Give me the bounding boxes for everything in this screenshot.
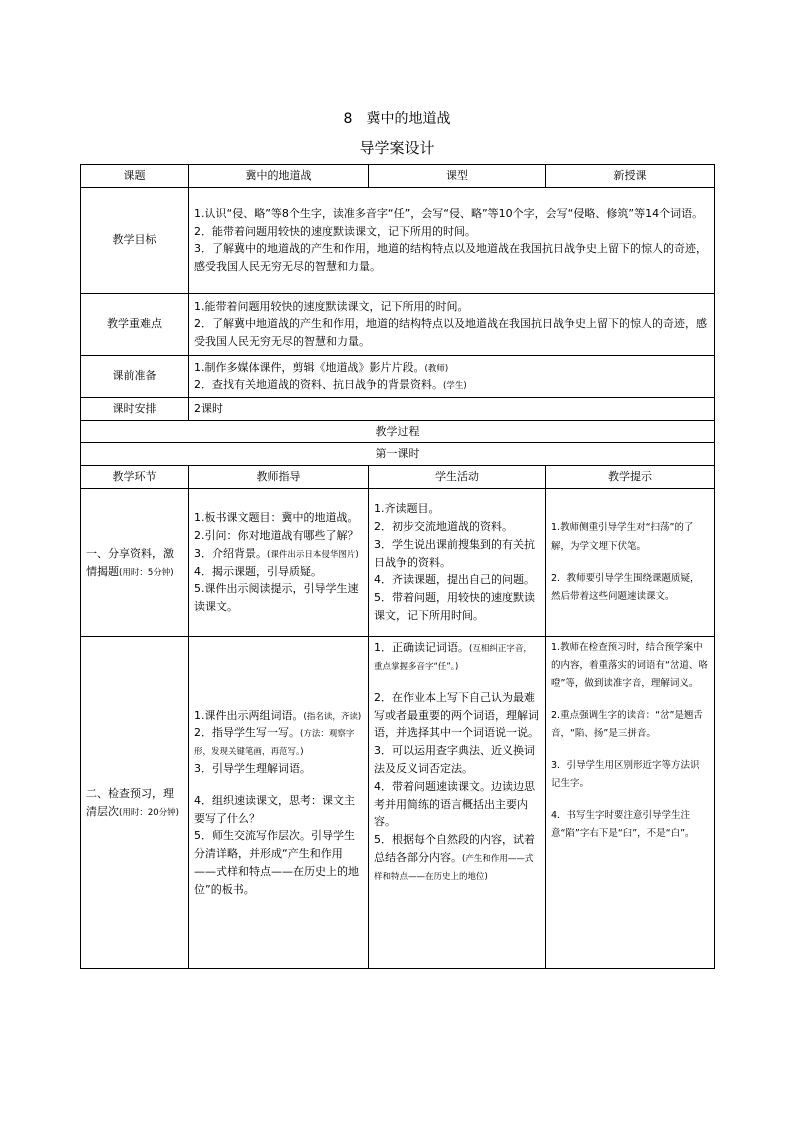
type-value: 新授课 [546, 165, 715, 188]
lesson-plan-table [80, 164, 715, 969]
prep-item: 2．查找有关地道战的资料、抗日战争的背景资料。(学生) [194, 378, 467, 392]
teacher-step: 4．组织速读课文，思考：课文主要写了什么？ [194, 793, 355, 825]
topic-value: 冀中的地道战 [189, 165, 369, 188]
student-step: 4．带着问题速读课文。边读边思考并用简练的语言概括出主要内容。 [374, 779, 535, 829]
goal-item: 3．了解冀中的地道战的产生和作用，地道的结构特点以及地道战在我国抗日战争史上留下的惊人的奇迹，感受我国人民无穷无尽的智慧和力量。 [194, 242, 707, 274]
hours-label: 课时安排 [81, 397, 189, 420]
period-title: 第一课时 [81, 443, 715, 466]
column-header: 教学环节 [81, 466, 189, 489]
column-header: 教师指导 [189, 466, 369, 489]
teacher-step: 3．引导学生理解词语。 [194, 761, 311, 775]
teacher-step: 2.引问：你对地道战有哪些了解？ [194, 528, 359, 542]
student-step: 1.齐读题目。 [374, 502, 440, 516]
stage-cell [81, 637, 189, 969]
student-step: 5．根据每个自然段的内容，试着总结各部分内容。(产生和作用——式样和特点——在历史上的地位) [374, 833, 535, 882]
tip-item: 4．书写生字时要注意引导学生注意“陷”字右下是“臼”，不是“白”。 [551, 810, 695, 840]
lesson-title: 8 冀中的地道战 [343, 111, 451, 127]
stage-name: 一、分享资料，激情揭题 [86, 546, 174, 578]
teacher-step: 2．指导学生写一写。(方法：观察字形，发现关键笔画，再范写。) [194, 726, 355, 758]
student-step: 2．初步交流地道战的资料。 [374, 520, 513, 534]
stage-cell [81, 489, 189, 637]
key-point-item: 1.能带着问题用较快的速度默读课文，记下所用的时间。 [194, 299, 469, 313]
document-subtitle: 导学案设计 [359, 139, 435, 157]
goals-cell [189, 187, 715, 293]
key-point-item: 2．了解冀中地道战的产生和作用，地道的结构特点以及地道战在我国抗日战争史上留下的惊人的奇迹，感受我国人民无穷无尽的智慧和力量。 [194, 317, 707, 349]
teacher-cell [189, 637, 369, 969]
prep-label: 课前准备 [81, 355, 189, 397]
tip-item: 2.重点强调生字的读音：“岔”是翘舌音，“陷、扬”是三拼音。 [551, 710, 703, 740]
goals-label: 教学目标 [81, 187, 189, 293]
process-title: 教学过程 [81, 420, 715, 443]
student-cell [369, 489, 546, 637]
tip-item: 3．引导学生用区别形近字等方法识记生字。 [551, 760, 700, 790]
tips-cell [546, 489, 715, 637]
column-header: 教学提示 [546, 466, 715, 489]
teacher-step: 1.板书课文题目：冀中的地道战。 [194, 511, 359, 525]
tip-item: 2．教师要引导学生围绕课题质疑，然后带着这些问题速读课文。 [551, 572, 700, 602]
prep-cell [189, 355, 715, 397]
teacher-step: 4．揭示课题，引导质疑。 [194, 564, 322, 578]
stage-time: (用时：5分钟) [119, 567, 174, 578]
student-step: 5．带着问题，用较快的速度默读课文，记下所用时间。 [374, 591, 535, 623]
tip-item: 1.教师在检查预习时，结合预学案中的内容，着重落实的词语有“岔道、咯噔”等，做到读准字音，理解词义。 [551, 642, 708, 690]
stage-time: (用时：20分钟) [119, 807, 179, 818]
key-points-label: 教学重难点 [81, 293, 189, 355]
tips-cell [546, 637, 715, 969]
student-step: 2．在作业本上写下自己认为最难写或者最重要的两个词语，理解词语，并选择其中一个词语说一说。 [374, 690, 539, 740]
teacher-step: 5．师生交流写作层次。引导学生分清详略，并形成“产生和作用——式样和特点——在历史上的地位”的板书。 [194, 829, 359, 896]
teacher-step: 5.课件出示阅读提示，引导学生速读课文。 [194, 582, 359, 614]
type-label: 课型 [369, 165, 546, 188]
teacher-cell [189, 489, 369, 637]
student-step: 4．齐读课题，提出自己的问题。 [374, 573, 535, 587]
student-step: 1．正确读记词语。(互相纠正字音，重点掌握多音字“任”。) [374, 641, 532, 672]
topic-label: 课题 [81, 165, 189, 188]
student-cell [369, 637, 546, 969]
hours-value: 2课时 [189, 397, 715, 420]
goal-item: 1.认识“侵、略”等8个生字，读准多音字“任”，会写“侵、略”等10个字，会写“侵略、修筑”等14个词语。 [194, 206, 704, 220]
column-header: 学生活动 [369, 466, 546, 489]
key-points-cell [189, 293, 715, 355]
goal-item: 2．能带着问题用较快的速度默读课文，记下所用的时间。 [194, 224, 476, 238]
stage-name: 二、检查预习，理清层次 [86, 786, 174, 818]
student-step: 3．可以运用查字典法、近义换词法及反义词否定法。 [374, 744, 535, 775]
student-step: 3．学生说出课前搜集到的有关抗日战争的资料。 [374, 537, 535, 569]
tip-item: 1.教师侧重引导学生对“扫荡”的了解，为学文埋下伏笔。 [551, 522, 694, 552]
teacher-step: 1.课件出示两组词语。(指名读，齐读) [194, 708, 362, 722]
teacher-step: 3．介绍背景。(课件出示日本侵华图片) [194, 546, 359, 560]
prep-item: 1.制作多媒体课件，剪辑《地道战》影片片段。(教师) [194, 360, 449, 374]
